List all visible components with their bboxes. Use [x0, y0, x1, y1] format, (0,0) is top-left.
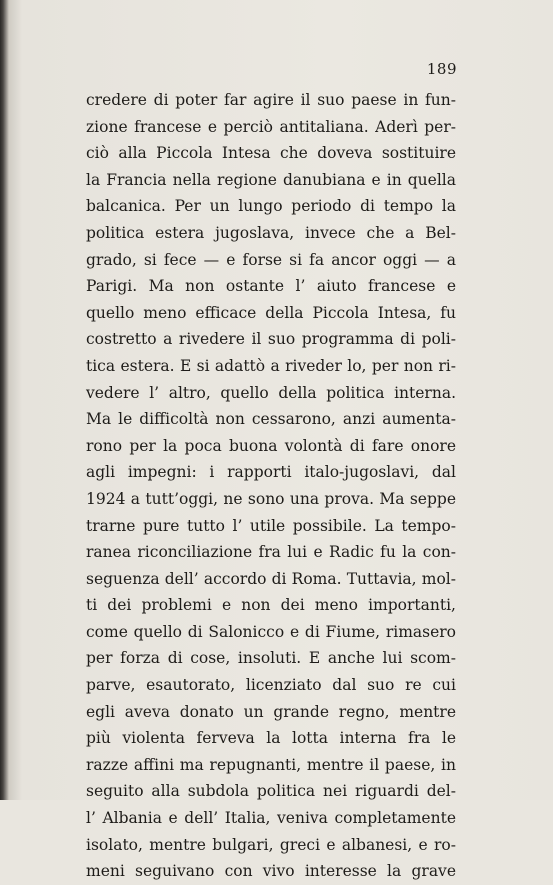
- text-line: tica estera. E si adattò a riveder lo, per non ri-: [86, 356, 456, 375]
- text-line: grado, si fece — e forse si fa ancor oggi — a: [86, 250, 456, 269]
- text-line: trarne pure tutto l’ utile possibile. La tempo-: [86, 516, 456, 535]
- text-line: più violenta ferveva la lotta interna fra le: [86, 729, 456, 748]
- text-line: l’ Albania e dell’ Italia, veniva completamente: [86, 809, 456, 828]
- text-line: per forza di cose, insoluti. E anche lui scom-: [86, 649, 456, 668]
- text-line: seguito alla subdola politica nei riguardi del-: [86, 782, 456, 801]
- text-line: la Francia nella regione danubiana e in quella: [86, 170, 456, 189]
- text-line: ranea riconciliazione fra lui e Radic fu la con-: [86, 543, 456, 562]
- text-line: razze affini ma repugnanti, mentre il paese, in: [86, 755, 456, 774]
- text-line: politica estera jugoslava, invece che a Bel-: [86, 223, 456, 242]
- text-line: zione francese e perciò antitaliana. Aderì per-: [86, 117, 456, 136]
- text-line: ciò alla Piccola Intesa che doveva sostituire: [86, 144, 456, 163]
- text-line: seguenza dell’ accordo di Roma. Tuttavia, mol-: [86, 569, 456, 588]
- text-line: balcanica. Per un lungo periodo di tempo la: [86, 197, 456, 216]
- text-line: meni seguivano con vivo interesse la grave: [86, 862, 456, 881]
- text-line: 1924 a tutt’oggi, ne sono una prova. Ma seppe: [86, 489, 456, 508]
- text-line: isolato, mentre bulgari, greci e albanesi, e ro-: [86, 835, 456, 854]
- text-line: agli impegni: i rapporti italo-jugoslavi, dal: [86, 463, 456, 482]
- text-line: rono per la poca buona volontà di fare onore: [86, 436, 456, 455]
- text-line: costretto a rivedere il suo programma di poli-: [86, 330, 456, 349]
- body-text: [86, 87, 456, 885]
- text-line: parve, esautorato, licenziato dal suo re cui: [86, 676, 456, 695]
- text-line: quello meno efficace della Piccola Intesa, fu: [86, 303, 456, 322]
- text-line: Parigi. Ma non ostante l’ aiuto francese e: [86, 277, 456, 296]
- text-line: Ma le difficoltà non cessarono, anzi aumenta-: [86, 410, 456, 429]
- page-number: 189: [426, 60, 457, 78]
- text-line: credere di poter far agire il suo paese in fun-: [86, 91, 456, 109]
- text-line: come quello di Salonicco e di Fiume, rimasero: [86, 622, 456, 641]
- text-line: ti dei problemi e non dei meno importanti,: [86, 596, 456, 615]
- text-line: vedere l’ altro, quello della politica interna.: [86, 383, 456, 402]
- text-line: egli aveva donato un grande regno, mentre: [86, 702, 456, 721]
